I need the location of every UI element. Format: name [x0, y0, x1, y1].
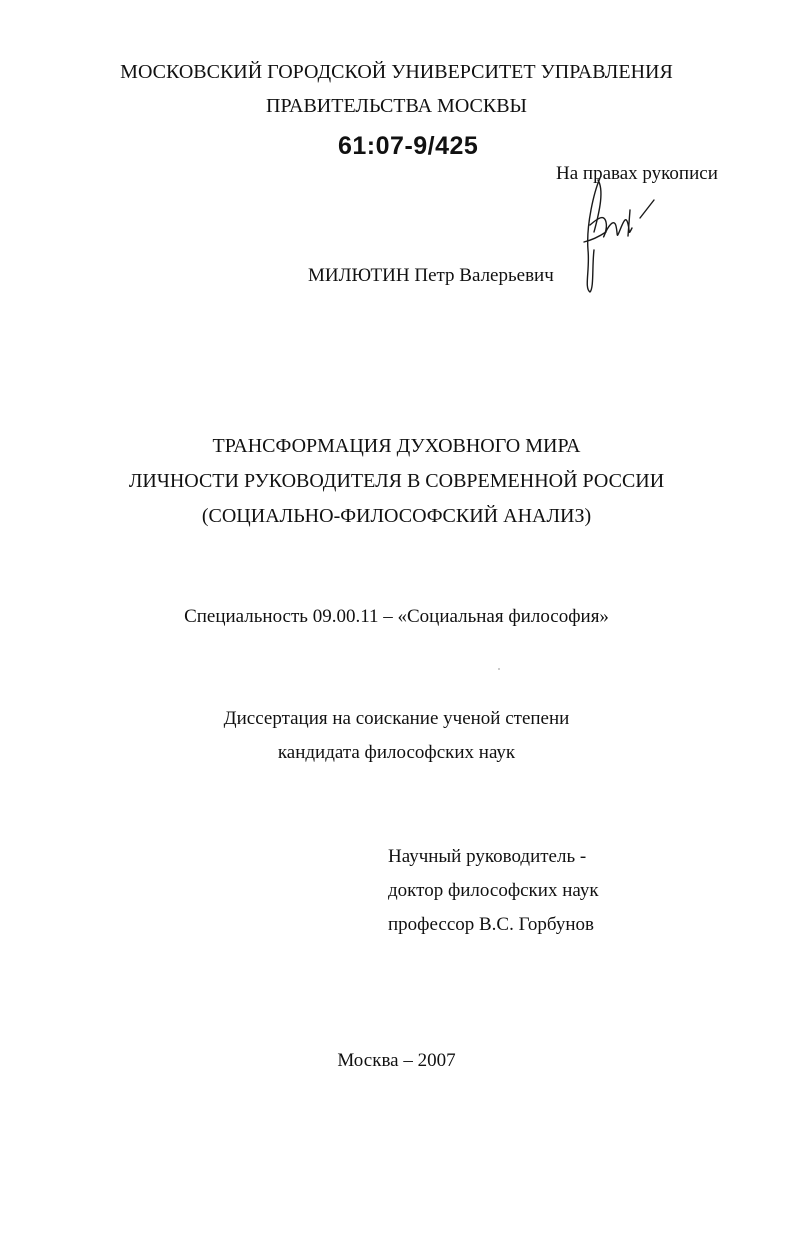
catalog-code: 61:07-9/425 — [338, 132, 479, 160]
university-name-line1: МОСКОВСКИЙ ГОРОДСКОЙ УНИВЕРСИТЕТ УПРАВЛЕНИЯ — [120, 61, 673, 83]
thesis-title-line1: ТРАНСФОРМАЦИЯ ДУХОВНОГО МИРА — [212, 435, 581, 457]
university-name-line2: ПРАВИТЕЛЬСТВА МОСКВЫ — [266, 95, 527, 117]
degree-line2: кандидата философских наук — [277, 742, 516, 763]
place-year: Москва – 2007 — [337, 1050, 456, 1071]
thesis-title-line2: ЛИЧНОСТИ РУКОВОДИТЕЛЯ В СОВРЕМЕННОЙ РОССИИ — [128, 470, 665, 492]
supervisor-line1: Научный руководитель - — [388, 846, 587, 867]
signature-icon — [570, 170, 680, 300]
author-name: МИЛЮТИН Петр Валерьевич — [308, 265, 554, 286]
degree-line1: Диссертация на соискание ученой степени — [223, 708, 570, 729]
thesis-title-line3: (СОЦИАЛЬНО-ФИЛОСОФСКИЙ АНАЛИЗ) — [201, 505, 592, 527]
supervisor-line2: доктор философских наук — [388, 880, 599, 901]
scan-speck — [498, 668, 500, 670]
supervisor-line3: профессор В.С. Горбунов — [388, 914, 594, 935]
manuscript-note: На правах рукописи — [556, 163, 718, 184]
specialty: Специальность 09.00.11 – «Социальная философия» — [184, 606, 609, 627]
